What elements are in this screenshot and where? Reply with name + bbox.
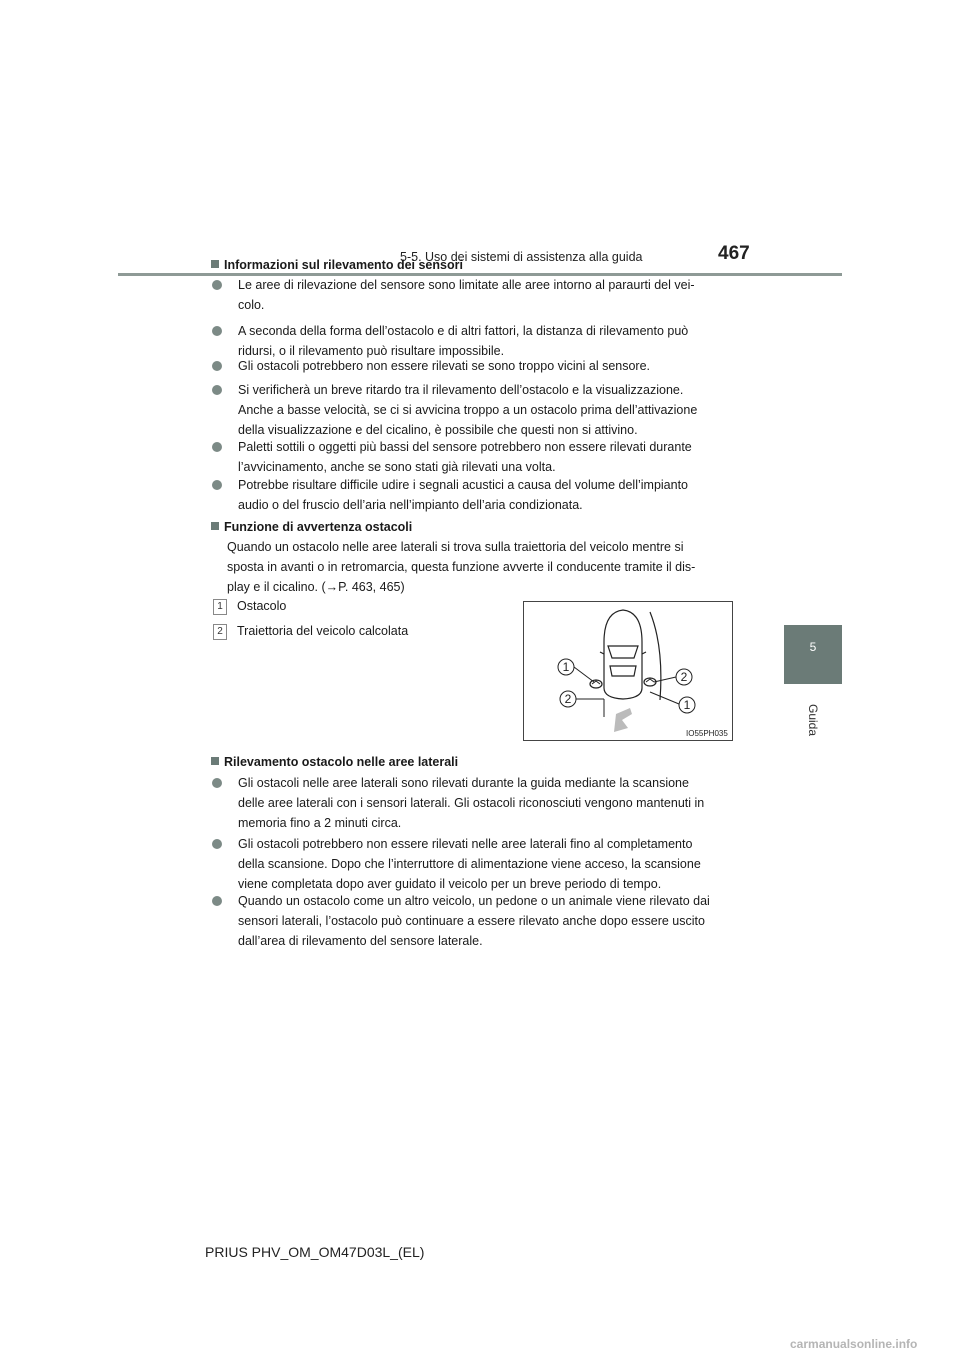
list-item [212,891,750,951]
list-item-text: Quando un ostacolo come un altro veicolo, un pedone o un animale viene rilevato dai sensori laterali, l’ostacolo può continuare a essere rilevato anche dopo essere uscito dall’area di rilevamento del sensore laterale. [238,894,710,948]
square-bullet-icon [211,522,219,530]
list-item-text: Gli ostacoli potrebbero non essere rilevati se sono troppo vicini al sensore. [238,359,651,373]
heading-text: Funzione di avvertenza ostacoli [224,520,413,534]
obstacle-warning-figure [523,601,733,741]
bullet-dot-icon [212,442,222,452]
paragraph: Quando un ostacolo nelle aree laterali si trova sulla traiettoria del veicolo mentre si sposta in avanti o in retromarcia, questa funzione avverte il conducente tramite il dis- play e il cicalino. (→P. 463, 465) [227,540,696,594]
list-item-text: Le aree di rilevazione del sensore sono limitate alle aree intorno al paraurti del vei- colo. [238,278,695,312]
car-icon [600,610,646,699]
list-item-text: Gli ostacoli nelle aree laterali sono rilevati durante la guida mediante la scansione delle aree laterali con i sensori laterali. Gli ostacoli riconosciuti vengono mantenuti in memoria fino a 2 minuti circa. [238,776,705,830]
list-item [212,275,750,315]
square-bullet-icon [211,757,219,765]
heading-text: Informazioni sul rilevamento dei sensori [224,258,463,272]
legend-label: Traiettoria del veicolo calcolata [237,624,409,638]
list-item [212,437,750,477]
list-item [212,380,750,440]
list-item [212,773,750,833]
car-diagram [524,602,732,740]
legend-number: 1 [213,599,227,615]
bullet-dot-icon [212,896,222,906]
heading-text: Rilevamento ostacolo nelle aree laterali [224,755,459,769]
callout-label: 1 [562,660,570,674]
chapter-label [786,690,840,750]
legend-item [213,621,408,641]
bullet-dot-icon [212,385,222,395]
callout-label: 2 [564,692,572,706]
section-heading [211,255,463,275]
obstacle-left-icon [590,680,602,688]
legend-label: Ostacolo [237,599,287,613]
list-item-text: Gli ostacoli potrebbero non essere rilevati nelle aree laterali fino al completamento della scansione. Dopo che l’interruttore di alimentazione viene acceso, la scansione viene completata dopo aver guidato il veicolo per un breve periodo di tempo. [238,837,701,891]
list-item [212,356,750,376]
section-heading [211,517,412,537]
list-item [212,475,750,515]
section-header: 5-5. Uso dei sistemi di assistenza alla guida [400,250,643,264]
bullet-dot-icon [212,280,222,290]
page-number: 467 [718,243,750,264]
bullet-dot-icon [212,839,222,849]
bullet-dot-icon [212,778,222,788]
bullet-dot-icon [212,480,222,490]
bullet-dot-icon [212,326,222,336]
watermark: carmanualsonline.info [790,1337,918,1351]
section-heading [211,752,458,772]
callout-label: 1 [683,698,691,712]
list-item [212,321,750,361]
chapter-label-text: Guida [806,703,820,737]
list-item [212,834,750,894]
trajectory-line [650,612,661,700]
arrow-down-icon [614,708,632,732]
list-item-text: Potrebbe risultare difficile udire i segnali acustici a causa del volume dell’impianto audio o del fruscio dell’aria nell’impianto dell’aria condizionata. [238,478,689,512]
legend-number: 2 [213,624,227,640]
chapter-tab: 5 [784,625,842,684]
callout-label: 2 [680,670,688,684]
bullet-dot-icon [212,361,222,371]
legend-item [213,596,286,616]
figure-code: IO55PH035 [686,729,728,738]
list-item-text: A seconda della forma dell’ostacolo e di altri fattori, la distanza di rilevamento può ridursi, o il rilevamento può risultare impossibile. [238,324,689,358]
square-bullet-icon [211,260,219,268]
list-item-text: Paletti sottili o oggetti più bassi del sensore potrebbero non essere rilevati durante l’avvicinamento, anche se sono stati già rilevati una volta. [238,440,692,474]
list-item-text: Si verificherà un breve ritardo tra il rilevamento dell’ostacolo e la visualizzazione. Anche a basse velocità, se ci si avvicina troppo a un ostacolo prima dell’attivazione della visualizzazione e del cicalino, è possibile che questi non si attivino. [238,383,698,437]
document-code: PRIUS PHV_OM_OM47D03L_(EL) [205,1244,425,1260]
